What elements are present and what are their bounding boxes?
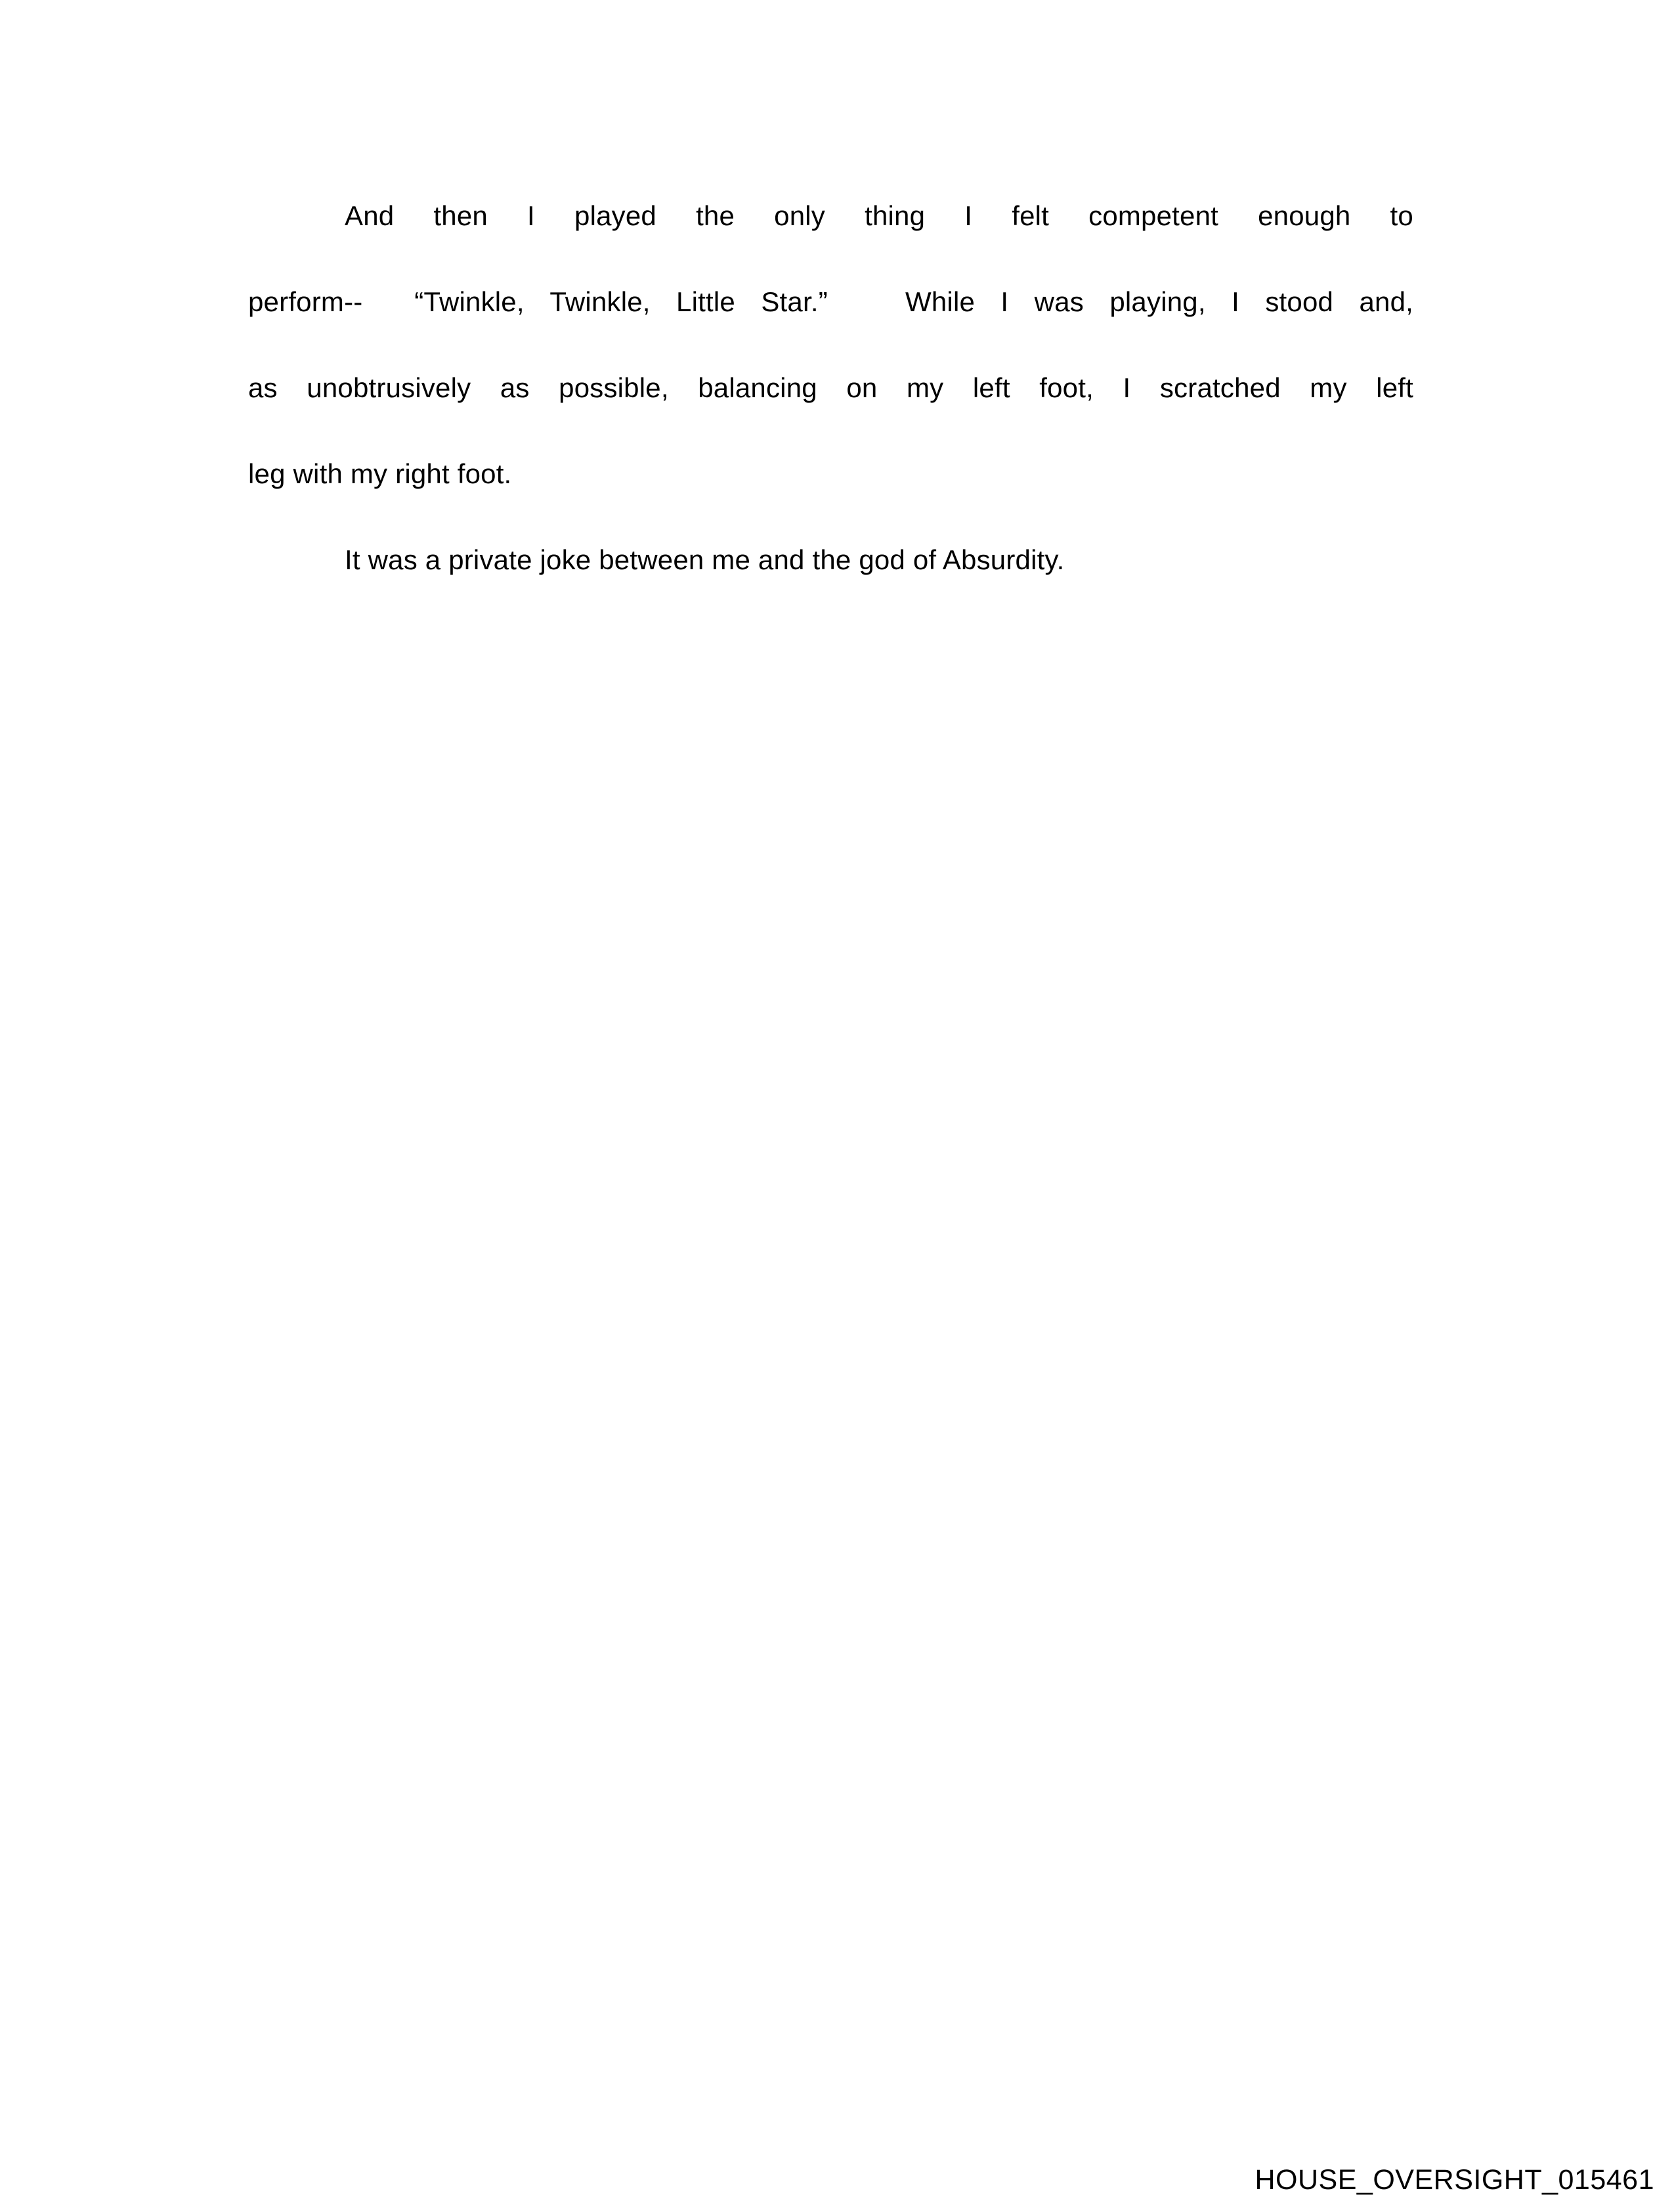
paragraph1-line-1: And then I played the only thing I felt competent enough to <box>345 200 1413 231</box>
bates-stamp: HOUSE_OVERSIGHT_015461 <box>1255 2164 1654 2196</box>
paragraph1-line-2: perform-- “Twinkle, Twinkle, Little Star.” While I was playing, I stood and, <box>248 286 1413 317</box>
paragraph1-line-3: as unobtrusively as possible, balancing on my left foot, I scratched my left <box>248 372 1413 403</box>
paragraph1-line-4: leg with my right foot. <box>248 458 512 489</box>
paragraph2-line-1: It was a private joke between me and the god of Absurdity. <box>345 544 1065 575</box>
document-body <box>248 173 1413 603</box>
